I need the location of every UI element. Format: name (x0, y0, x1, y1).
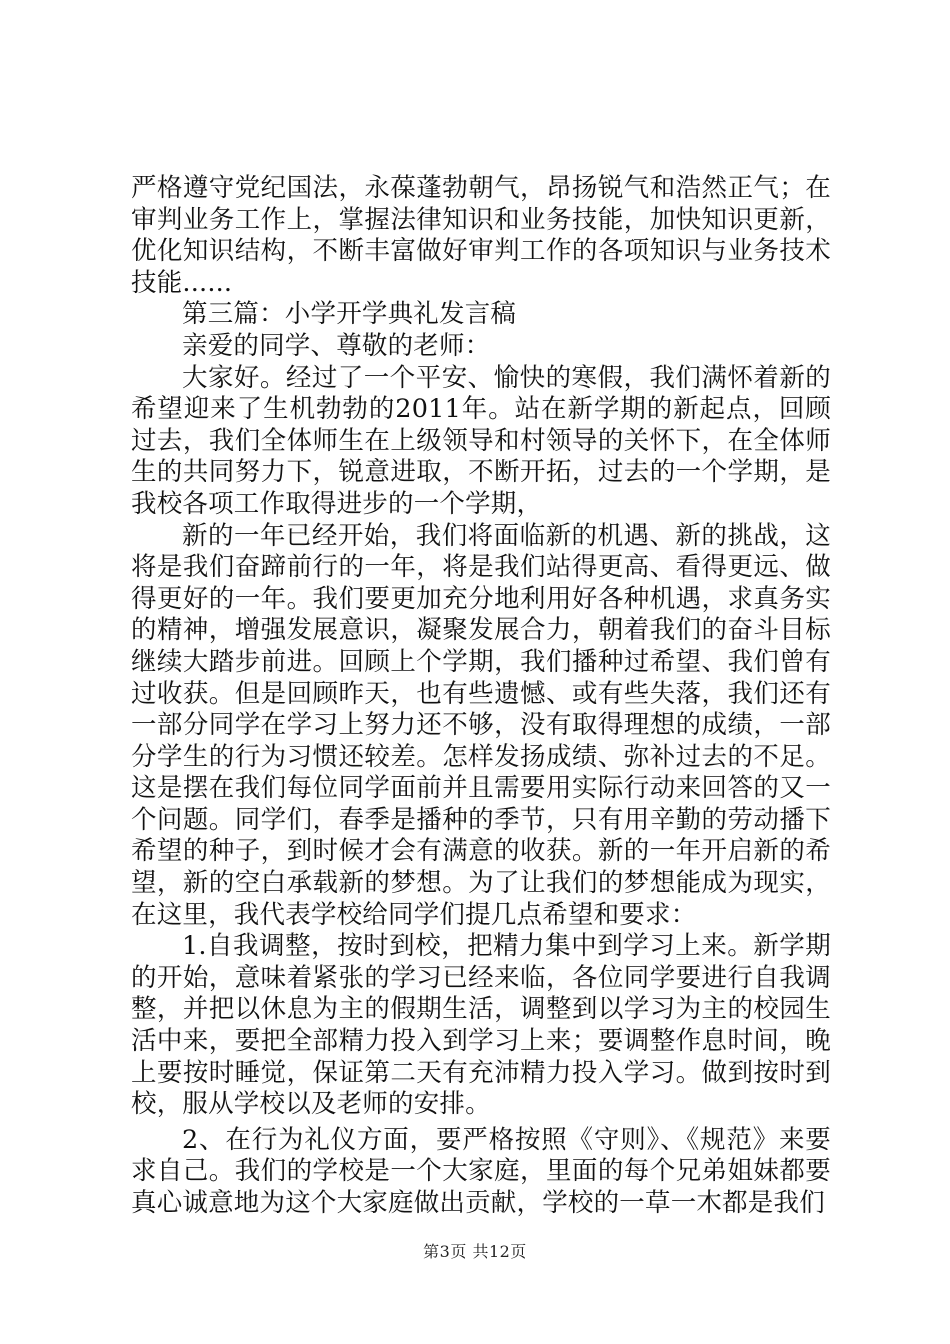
document-body (131, 173, 831, 1220)
paragraph-greeting: 大家好。经过了一个平安、愉快的寒假，我们满怀着新的希望迎来了生机勃勃的2011年。站在新学期的新起点，回顾过去，我们全体师生在上级领导和村领导的关怀下，在全体师生的共同努力下，锐意进取，不断开拓，过去的一个学期，是我校各项工作取得进步的一个学期， (131, 362, 831, 519)
section-heading: 第三篇：小学开学典礼发言稿 (182, 299, 517, 330)
paragraph-continuation: 严格遵守党纪国法，永葆蓬勃朝气，昂扬锐气和浩然正气；在审判业务工作上，掌握法律知识和业务技能，加快知识更新，优化知识结构，不断丰富做好审判工作的各项知识与业务技术技能...... (131, 173, 831, 298)
paragraph-item-2: 2、在行为礼仪方面，要严格按照《守则》、《规范》来要求自己。我们的学校是一个大家庭，里面的每个兄弟姐妹都要真心诚意地为这个大家庭做出贡献，学校的一草一木都是我们 (131, 1124, 831, 1218)
paragraph-item-1: 1.自我调整，按时到校，把精力集中到学习上来。新学期的开始，意味着紧张的学习已经来临，各位同学要进行自我调整，并把以休息为主的假期生活，调整到以学习为主的校园生活中来，要把全部精力投入到学习上来；要调整作息时间，晚上要按时睡觉，保证第二天有充沛精力投入学习。做到按时到校，服从学校以及老师的安排。 (131, 931, 831, 1120)
page-number-footer: 第3页 共12页 (423, 1242, 527, 1261)
paragraph-new-year: 新的一年已经开始，我们将面临新的机遇、新的挑战，这将是我们奋蹄前行的一年，将是我们站得更高、看得更远、做得更好的一年。我们要更加充分地利用好各种机遇，求真务实的精神，增强发展意识，凝聚发展合力，朝着我们的奋斗目标继续大踏步前进。回顾上个学期，我们播种过希望、我们曾有过收获。但是回顾昨天，也有些遗憾、或有些失落，我们还有一部分同学在学习上努力还不够，没有取得理想的成绩，一部分学生的行为习惯还较差。怎样发扬成绩、弥补过去的不足。这是摆在我们每位同学面前并且需要用实际行动来回答的又一个问题。同学们，春季是播种的季节，只有用辛勤的劳动播下希望的种子，到时候才会有满意的收获。新的一年开启新的希望，新的空白承载新的梦想。为了让我们的梦想能成为现实，在这里，我代表学校给同学们提几点希望和要求： (131, 520, 831, 930)
salutation: 亲爱的同学、尊敬的老师： (182, 330, 491, 361)
